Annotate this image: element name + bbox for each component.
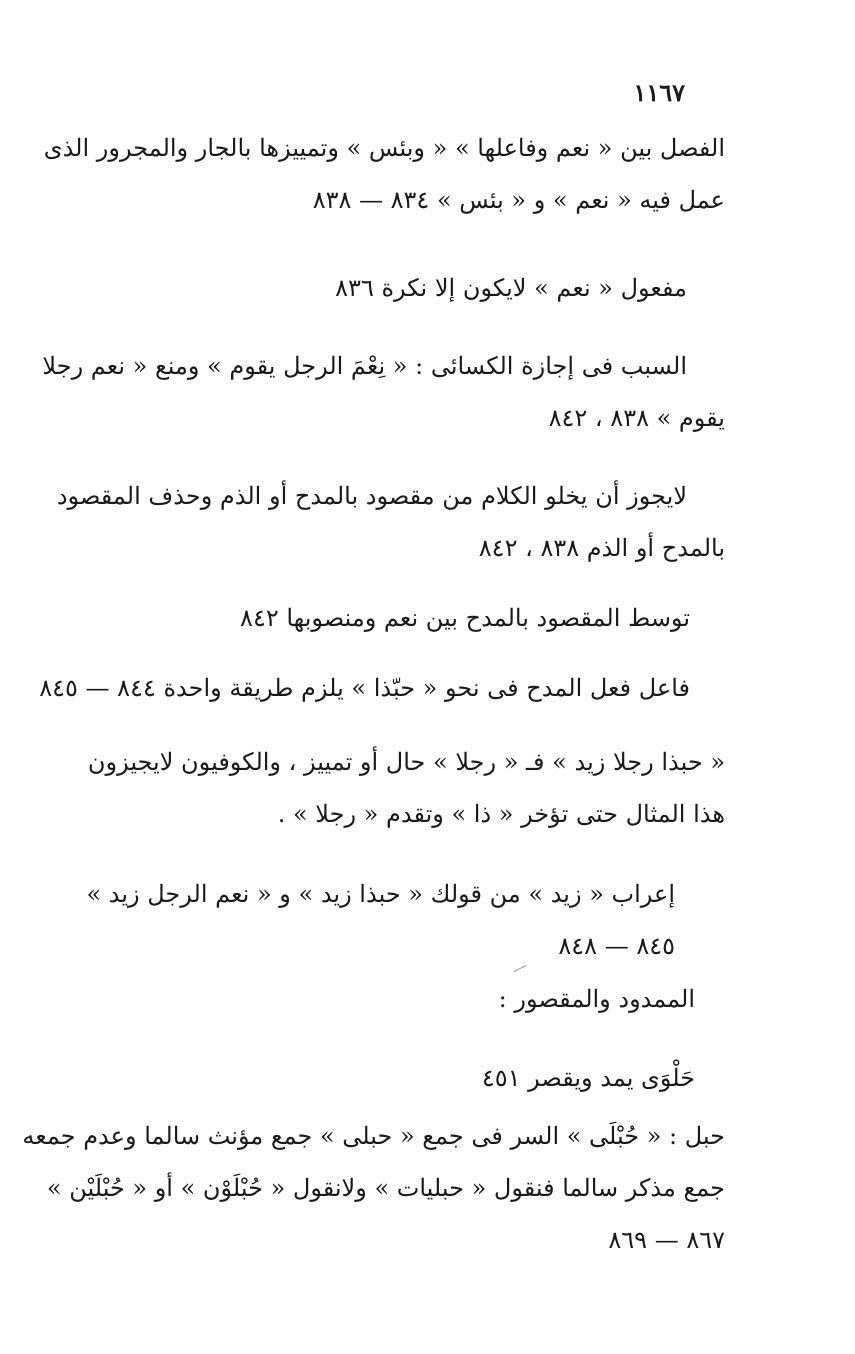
index-entry: [86, 868, 675, 972]
entry-line: حَلْوَى يمد ويقصر ٤٥١: [481, 1064, 695, 1092]
entry-line: بالمدح أو الذم ٨٣٨ ، ٨٤٢: [478, 534, 725, 562]
index-entry: [335, 262, 725, 314]
page-number: ١١٦٧: [633, 78, 685, 107]
index-entry: [39, 662, 690, 714]
index-entry: [88, 736, 725, 840]
entry-line: مفعول « نعم » لايكون إلا نكرة ٨٣٦: [335, 274, 687, 302]
index-entry: [22, 1110, 725, 1266]
entry-line: لايجوز أن يخلو الكلام من مقصود بالمدح أو الذم وحذف المقصود: [56, 482, 687, 510]
entry-line: يقوم » ٨٣٨ ، ٨٤٢: [548, 404, 725, 432]
entry-line: فاعل فعل المدح فى نحو « حبّذا » يلزم طريقة واحدة ٨٤٤ — ٨٤٥: [39, 674, 690, 702]
entry-line: ٨٦٧ — ٨٦٩: [608, 1226, 725, 1254]
index-entry: [240, 592, 690, 644]
entry-line: إعراب « زيد » من قولك « حبذا زيد » و « نعم الرجل زيد »: [86, 880, 675, 908]
entry-line: ٨٤٥ — ٨٤٨: [558, 932, 675, 960]
index-entry: [44, 122, 725, 226]
index-entry: [42, 340, 725, 444]
entry-line: توسط المقصود بالمدح بين نعم ومنصوبها ٨٤٢: [240, 604, 690, 632]
index-entry: [57, 470, 725, 574]
entry-line: حبل : « حُبْلَى » السر فى جمع « حبلى » جمع مؤنث سالما وعدم جمعه: [22, 1122, 725, 1150]
section-heading: الممدود والمقصور :: [498, 985, 695, 1013]
entry-line: السبب فى إجازة الكسائى : « نِعْمَ الرجل يقوم » ومنع « نعم رجلا: [42, 352, 687, 380]
index-entry: [482, 1052, 695, 1104]
entry-line: هذا المثال حتى تؤخر « ذا » وتقدم « رجلا » .: [277, 800, 725, 828]
entry-line: عمل فيه « نعم » و « بئس » ٨٣٤ — ٨٣٨: [312, 186, 725, 214]
entry-line: جمع مذكر سالما فنقول « حبليات » ولانقول « حُبْلَوْن » أو « حُبْلَيْن »: [46, 1174, 725, 1202]
entry-line: الفصل بين « نعم وفاعلها » « وبئس » وتمييزها بالجار والمجرور الذى: [43, 134, 725, 162]
entry-line: « حبذا رجلا زيد » فـ « رجلا » حال أو تمييز ، والكوفيون لايجيزون: [87, 748, 725, 776]
